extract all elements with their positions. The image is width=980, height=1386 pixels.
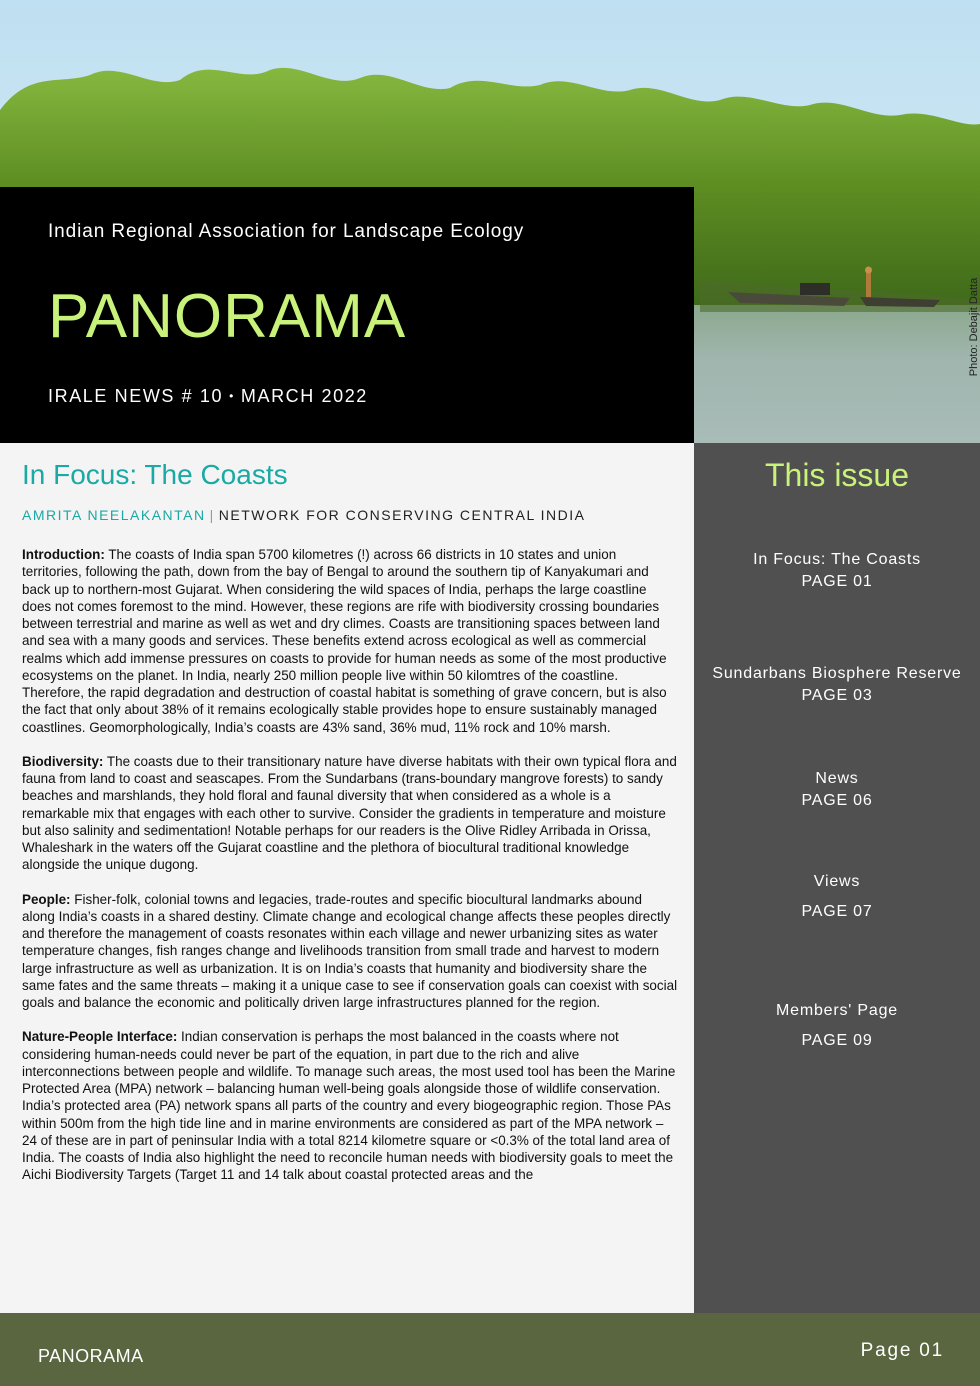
toc-label: Sundarbans Biosphere Reserve [712, 665, 962, 682]
article-title: In Focus: The Coasts [22, 459, 288, 490]
toc-label: News [815, 770, 859, 787]
masthead-block [0, 187, 694, 443]
author-name: AMRITA NEELAKANTAN [22, 507, 206, 523]
paragraph-biodiversity [22, 753, 678, 874]
toc-page: PAGE 01 [801, 573, 873, 590]
bullet-separator: • [229, 389, 235, 403]
paragraph-text: Indian conservation is perhaps the most balanced in the coasts where not considering human-needs could never be part of the equation, in part due to the rich and alive interconnections between people and wildlife. To manage such areas, the most used tool has been the Marine Protected Area (MPA) network – balancing human well-being goals alongside those of wildlife conservation. India’s protected area (PA) network spans all parts of the country and every biogeographic region. Those PAs within 500m from the high tide line and in marine environments are considered as part of the MPA network – 24 of these are in part of peninsular India with a total 8214 kilometre square or <0.3% of the total land area of India. The coasts of India also highlight the need to reconcile human needs with biodiversity goals to meet the Aichi Biodiversity Targets (Target 11 and 14 talk about coastal protected areas and the [22, 1029, 676, 1183]
organization-name: Indian Regional Association for Landscape Ecology [48, 221, 525, 242]
paragraph-heading: Nature-People Interface: [22, 1029, 178, 1045]
issue-line [48, 386, 368, 407]
paragraph-people [22, 891, 678, 1012]
footer-page-number: Page 01 [860, 1340, 944, 1361]
footer-publication-name: PANORAMA [38, 1346, 144, 1366]
toc-item-news[interactable] [694, 768, 980, 812]
issue-number: IRALE NEWS # 10 [48, 386, 224, 406]
toc-item-sundarbans[interactable] [694, 663, 980, 707]
paragraph-heading: Introduction: [22, 547, 105, 562]
photo-credit: Photo: Debajit Datta [968, 277, 980, 377]
newsletter-title: PANORAMA [48, 282, 407, 351]
toc-label: Views [813, 873, 861, 890]
paragraph-heading: Biodiversity: [22, 753, 104, 769]
toc-label: In Focus: The Coasts [753, 551, 921, 568]
this-issue-sidebar [694, 443, 980, 1313]
paragraph-nature-people-interface [22, 1028, 678, 1183]
toc-page: PAGE 03 [801, 687, 873, 704]
issue-date: MARCH 2022 [240, 386, 368, 406]
byline [22, 507, 585, 523]
toc-label: Members' Page [776, 1002, 898, 1019]
toc-page: PAGE 06 [801, 792, 873, 809]
toc-page: PAGE 09 [801, 1032, 873, 1049]
paragraph-text: The coasts due to their transitionary nature have diverse habitats with their own typical flora and fauna from land to coast and seascapes. From the Sundarbans (trans-boundary mangrove forests) to sandy beaches and marshlands, they hold floral and faunal diversity that when considered as a whole is a remarkable mix that engages with each other to survive. Consider the gradients in temperature and moisture but also salinity and sedimentation! Notable perhaps for our readers is the Olive Ridley Arribada in Orissa, Whaleshark in the waters off the Gujarat coastline and the plethora of biocultural traditional knowledge alongside the unique dugong. [22, 753, 677, 873]
paragraph-text: Fisher-folk, colonial towns and legacies, trade-routes and specific biocultural landmarks abound along India’s coasts in a shared destiny. Climate change and ecological change affects these peoples directly and therefore the management of coasts resonates within each village and newer urbanizing sites as water temperature changes, fish ranges change and livelihoods transition from small trade and harvest to modern large infrastructure as well as urbanization. It is on India’s coasts that humanity and biodiversity share the same fates and the same threats – making it a unique case to see if conservation goals can coexist with social goals and balance the economic and politically driven large infrastructures planned for the region. [22, 891, 678, 1010]
toc-item-members-page[interactable] [694, 1000, 980, 1052]
main-article [0, 443, 694, 1313]
paragraph-introduction [22, 546, 678, 736]
sidebar-title: This issue [764, 457, 910, 493]
toc-item-views[interactable] [694, 871, 980, 923]
author-affiliation: NETWORK FOR CONSERVING CENTRAL INDIA [218, 507, 586, 523]
paragraph-heading: People: [22, 891, 71, 907]
toc-page: PAGE 07 [801, 903, 873, 920]
paragraph-text: The coasts of India span 5700 kilometres (!) across 66 districts in 10 states and union territories, following the path, down from the bay of Bengal to around the southern tip of Kanyakumari and back up to northern-most Gujarat. When considering the wild spaces of India, perhaps the large coastline does not comes foremost to the mind. However, these regions are rife with biodiversity crossing boundaries between terrestrial and marine as well as wet and dry climes. Coasts are transitioning spaces between land and sea with a many goods and services. These benefits extend across ecological as well as commercial realms which add immense pressures on coasts to provide for human needs as some of the most productive ecosystems on the planet. In India, nearly 250 million people live within 50 kilomtres of the coastline. Therefore, the rapid degradation and destruction of coastal habitat is something of grave concern, but is also the fact that only about 38% of it remains ecologically stable provides hope to ensure sustainably managed coastlines. Geomorphologically, India’s coasts are 43% sand, 36% mud, 11% rock and 10% marsh. [22, 547, 667, 735]
article-body [22, 546, 678, 1201]
page-footer [0, 1313, 980, 1386]
byline-separator: | [209, 507, 215, 523]
toc-item-in-focus[interactable] [694, 549, 980, 593]
